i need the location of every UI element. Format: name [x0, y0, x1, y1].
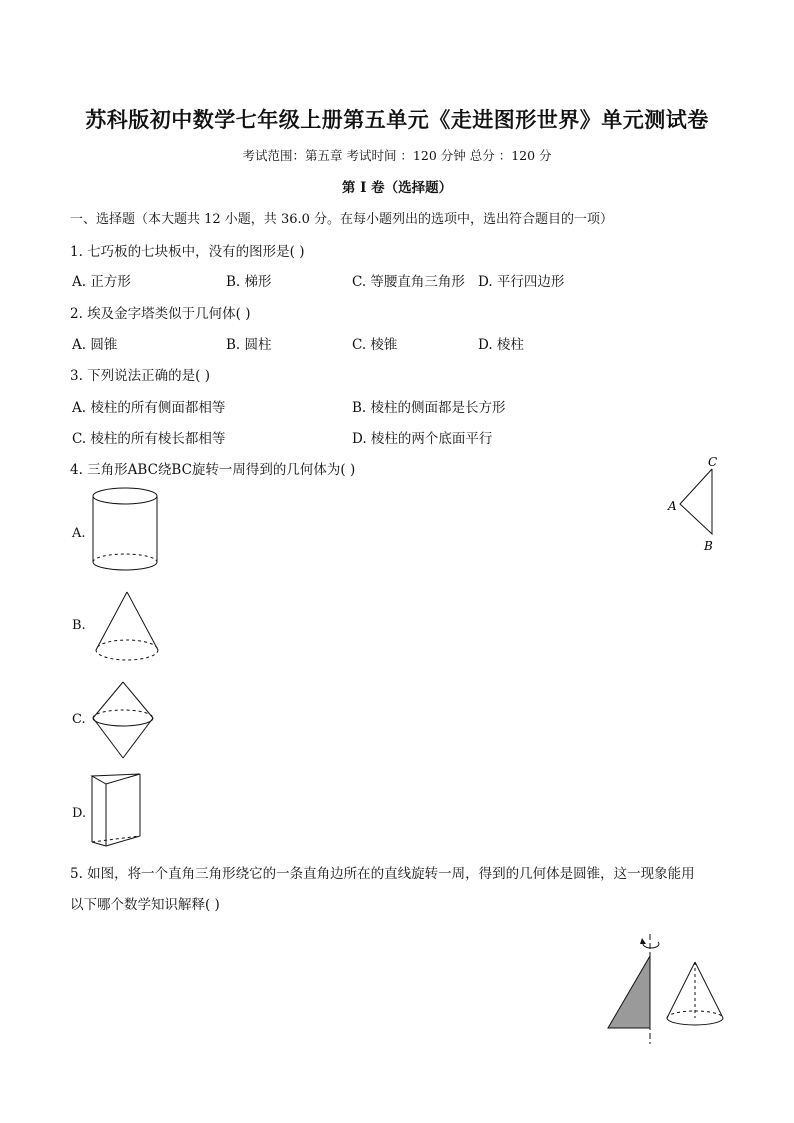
question-2-stem: 2. 埃及金字塔类似于几何体( )	[70, 306, 251, 322]
rotation-cone-figure	[600, 928, 730, 1048]
question-4-option-b[interactable]: B.	[72, 618, 86, 633]
cylinder-figure[interactable]	[88, 484, 162, 576]
question-2-option-a[interactable]: A. 圆锥	[72, 337, 118, 353]
question-5-stem-line-2: 以下哪个数学知识解释( )	[70, 897, 220, 913]
part-heading: 第 I 卷（选择题）	[341, 180, 453, 196]
question-4-option-a[interactable]: A.	[72, 526, 86, 541]
question-1-option-b[interactable]: B. 梯形	[226, 274, 272, 290]
triangle-label-c: C	[708, 455, 718, 469]
question-3-option-a[interactable]: A. 棱柱的所有侧面都相等	[72, 400, 226, 416]
exam-info: 考试范围：第五章 考试时间 ：120 分钟 总分 ：120 分	[242, 148, 552, 163]
question-2-option-b[interactable]: B. 圆柱	[226, 337, 272, 353]
question-5-stem-line-1: 5. 如图，将一个直角三角形绕它的一条直角边所在的直线旋转一周，得到的几何体是圆锥，这一现象能用	[70, 866, 695, 882]
triangle-label-a: A	[668, 499, 677, 513]
double-cone-figure[interactable]	[90, 678, 156, 764]
cone-figure[interactable]	[92, 588, 162, 666]
triangular-prism-figure[interactable]	[88, 770, 144, 850]
question-1-option-a[interactable]: A. 正方形	[72, 274, 131, 290]
question-4-option-d[interactable]: D.	[72, 806, 87, 821]
question-2-option-c[interactable]: C. 棱锥	[352, 337, 398, 353]
question-3-option-c[interactable]: C. 棱柱的所有棱长都相等	[72, 431, 226, 447]
question-4-option-c[interactable]: C.	[72, 712, 86, 727]
section-heading: 一、选择题（本大题共 12 小题，共 36.0 分。在每小题列出的选项中，选出符合题目的一项）	[70, 212, 614, 227]
question-1-option-c[interactable]: C. 等腰直角三角形	[352, 274, 465, 290]
triangle-abc-figure	[660, 452, 730, 562]
question-4-stem: 4. 三角形ABC绕BC旋转一周得到的几何体为( )	[70, 462, 356, 478]
question-1-option-d[interactable]: D. 平行四边形	[478, 274, 565, 290]
question-3-option-b[interactable]: B. 棱柱的侧面都是长方形	[352, 400, 506, 416]
triangle-label-b: B	[704, 539, 713, 553]
question-3-option-d[interactable]: D. 棱柱的两个底面平行	[352, 431, 493, 447]
page-title: 苏科版初中数学七年级上册第五单元《走进图形世界》单元测试卷	[85, 107, 709, 132]
question-2-option-d[interactable]: D. 棱柱	[478, 337, 524, 353]
question-3-stem: 3. 下列说法正确的是( )	[70, 368, 210, 384]
question-1-stem: 1. 七巧板的七块板中，没有的图形是( )	[70, 244, 305, 260]
